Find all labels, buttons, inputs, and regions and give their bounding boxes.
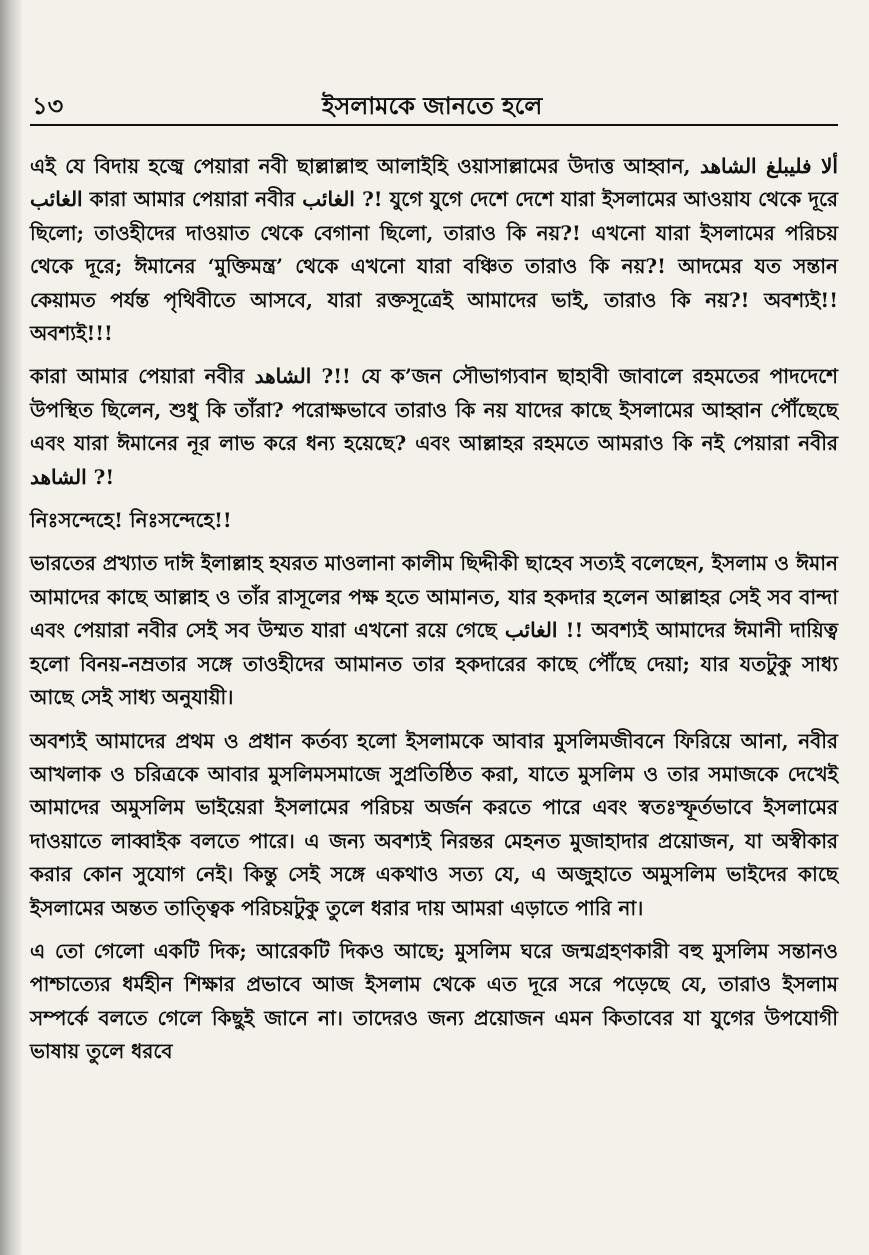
paragraph-farewell-call: এই যে বিদায় হজ্বে পেয়ারা নবী ছাল্লাল্লাহু আলাইহি ওয়াসাল্লামের উদাত্ত আহ্বান, ألا فليبلغ الشاهد الغائب কারা আমার পেয়ারা নবীর الغائب ?! যুগে যুগে দেশে দেশে যারা ইসলামের আওয়ায থেকে দূরে ছিলো; তাওহীদের দাওয়াত থেকে বেগানা ছিলো, তারাও কি নয়?! এখনো যারা ইসলামের পরিচয় থেকে দূরে; ঈমানের ‘মুক্তিমন্ত্র’ থেকে এখনো যারা বঞ্চিত তারাও কি নয়?! আদমের যত সন্তান কেয়ামত পর্যন্ত পৃথিবীতে আসবে, যারা রক্তসূত্রেই আমাদের ভাই, তারাও কি নয়?! অবশ্যই!! অবশ্যই!!! (30, 154, 838, 346)
page-number: ১৩ (32, 91, 64, 120)
paragraph-witness: কারা আমার পেয়ারা নবীর الشاهد ?!! যে ক’জন সৌভাগ্যবান ছাহাবী জাবালে রহমতের পাদদেশে উপস্থিত ছিলেন, শুধু কি তাঁরা? পরোক্ষভাবে তারাও কি নয় যাদের কাছে ইসলামের আহ্বান পৌঁছেছে এবং যারা ঈমানের নূর লাভ করে ধন্য হয়েছে? এবং আল্লাহর রহমতে আমরাও কি নই পেয়ারা নবীর الشاهد ?! (30, 364, 838, 489)
paragraph-other-side: এ তো গেলো একটি দিক; আরেকটি দিকও আছে; মুসলিম ঘরে জন্মগ্রহণকারী বহু মুসলিম সন্তানও পাশ্চাত্যের ধর্মহীন শিক্ষার প্রভাবে আজ ইসলাম থেকে এত দূরে সরে পড়েছে যে, তারাও ইসলাম সম্পর্কে বলতে গেলে কিছুই জানে না। তাদেরও জন্য প্রয়োজন এমন কিতাবের যা যুগের উপযোগী ভাষায় তুলে ধরবে (30, 938, 838, 1064)
body-text (30, 150, 838, 1079)
paragraph-duty: অবশ্যই আমাদের প্রথম ও প্রধান কর্তব্য হলো ইসলামকে আবার মুসলিমজীবনে ফিরিয়ে আনা, নবীর আখলাক ও চরিত্রকে আবার মুসলিমসমাজে সুপ্রতিষ্ঠিত করা, যাতে মুসলিম ও তার সমাজকে দেখেই আমাদের অমুসলিম ভাইয়েরা ইসলামের পরিচয় অর্জন করতে পারে এবং স্বতঃস্ফূর্তভাবে ইসলামের দাওয়াতে লাব্বাইক বলতে পারে। এ জন্য অবশ্যই নিরন্তর মেহনত মুজাহাদার প্রয়োজন, যা অস্বীকার করার কোন সুযোগ নেই। কিন্তু সেই সঙ্গে একথাও সত্য যে, এ অজুহাতে অমুসলিম ভাইদের কাছে ইসলামের অন্তত তাত্ত্বিক পরিচয়টুকু তুলে ধরার দায় আমরা এড়াতে পারি না। (30, 728, 838, 920)
page-header (30, 84, 838, 124)
header-rule (30, 124, 838, 126)
paragraph-trust: ভারতের প্রখ্যাত দাঈ ইলাল্লাহ হযরত মাওলানা কালীম ছিদ্দীকী ছাহেব সত্যই বলেছেন, ইসলাম ও ঈমান আমাদের কাছে আল্লাহ ও তাঁর রাসূলের পক্ষ হতে আমানত, যার হকদার হলেন আল্লাহর সেই সব বান্দা এবং পেয়ারা নবীর সেই সব উম্মত যারা এখনো রয়ে গেছে الغائب !! অবশ্যই আমাদের ঈমানী দায়িত্ব হলো বিনয়-নম্রতার সঙ্গে তাওহীদের আমানত তার হকদারের কাছে পৌঁছে দেয়া; যার যতটুকু সাধ্য আছে সেই সাধ্য অনুযায়ী। (30, 551, 838, 710)
paragraph-certainty: নিঃসন্দেহে! নিঃসন্দেহে!! (30, 508, 232, 533)
running-title: ইসলামকে জানতে হলে (322, 91, 543, 120)
book-page (30, 84, 838, 1064)
page-gutter-shadow (0, 0, 22, 1255)
